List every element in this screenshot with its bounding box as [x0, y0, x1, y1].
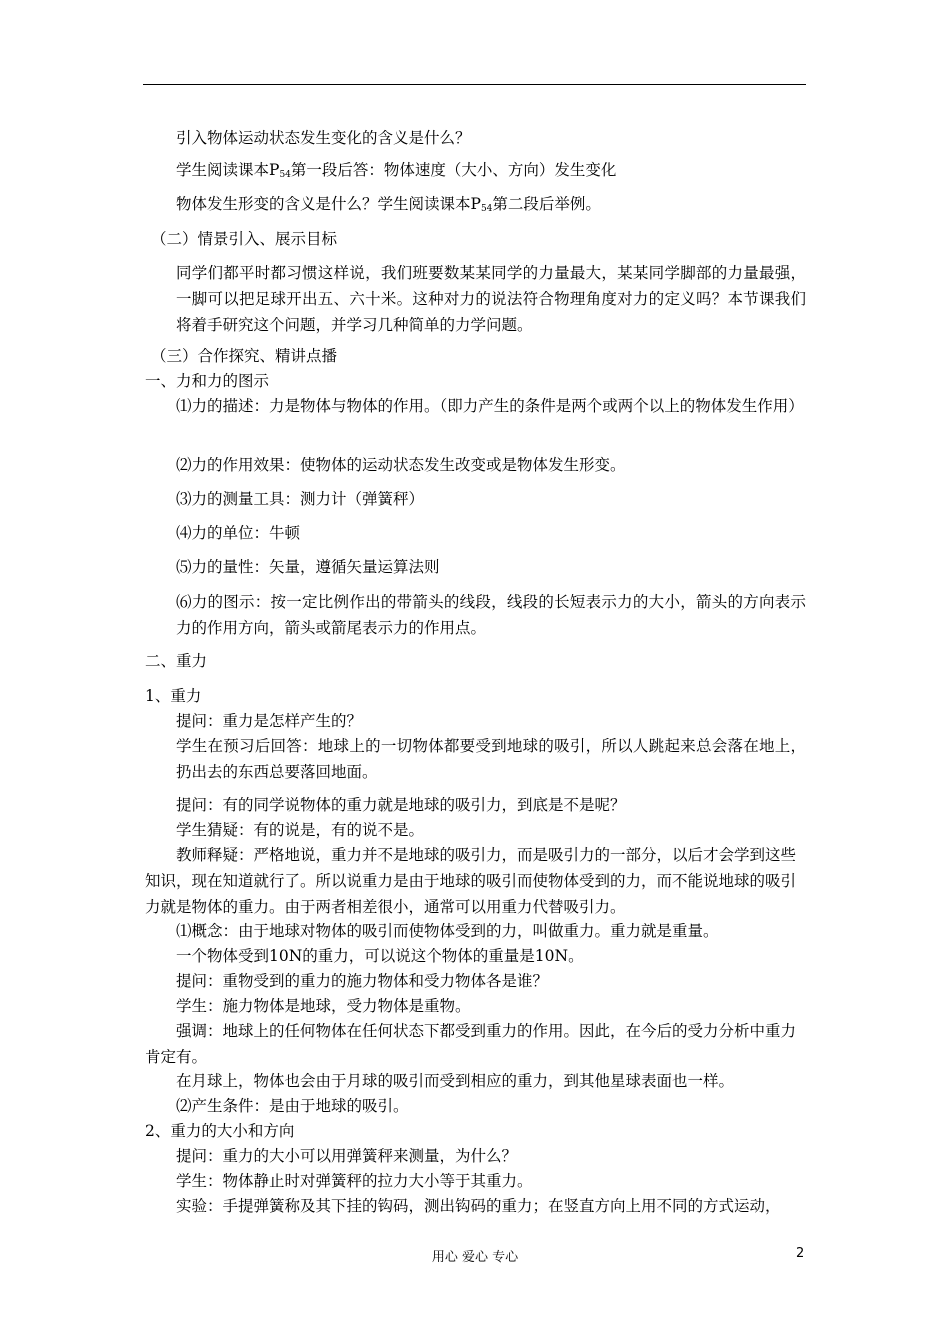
- paragraph: 学生：施力物体是地球，受力物体是重物。: [176, 997, 471, 1015]
- section-heading: 2、重力的大小和方向: [145, 1122, 295, 1140]
- list-item: ⑷力的单位：牛顿: [176, 524, 301, 542]
- list-item: ⑵力的作用效果：使物体的运动状态发生改变或是物体发生形变。: [176, 456, 626, 474]
- section-heading: （二）情景引入、展示目标: [151, 230, 338, 248]
- section-heading: 1、重力: [145, 687, 202, 705]
- paragraph: 学生阅读课本$P_{54}$第一段后答：物体速度（大小、方向）发生变化: [176, 161, 617, 180]
- paragraph: 实验：手提弹簧称及其下挂的钩码，测出钩码的重力；在竖直方向上用不同的方式运动，: [176, 1197, 781, 1215]
- header-rule: [143, 84, 806, 85]
- section-heading: 二、重力: [145, 652, 208, 670]
- paragraph: 强调：地球上的任何物体在任何状态下都受到重力的作用。因此，在今后的受力分析中重力肯定有。: [145, 1022, 797, 1066]
- list-item: ⑸力的量性：矢量，遵循矢量运算法则: [176, 558, 440, 576]
- paragraph: 物体发生形变的含义是什么？学生阅读课本$P_{54}$第二段后举例。: [176, 195, 601, 214]
- page-footer: 用心 爱心 专心: [431, 1250, 519, 1265]
- paragraph: ⑵产生条件：是由于地球的吸引。: [176, 1097, 409, 1115]
- paragraph: 提问：重物受到的重力的施力物体和受力物体各是谁？: [176, 972, 549, 990]
- paragraph: ⑴概念：由于地球对物体的吸引而使物体受到的力，叫做重力。重力就是重量。: [176, 922, 719, 940]
- paragraph: 提问：有的同学说物体的重力就是地球的吸引力，到底是不是呢？: [176, 796, 626, 814]
- paragraph: 在月球上，物体也会由于月球的吸引而受到相应的重力，到其他星球表面也一样。: [176, 1072, 735, 1090]
- list-item: ⑴力的描述：力是物体与物体的作用。（即力产生的条件是两个或两个以上的物体发生作用）: [176, 397, 804, 415]
- paragraph: 学生猜疑：有的说是，有的说不是。: [176, 821, 425, 839]
- list-item: ⑶力的测量工具：测力计（弹簧秤）: [176, 490, 425, 508]
- paragraph: 学生在预习后回答：地球上的一切物体都要受到地球的吸引，所以人跳起来总会落在地上，扔出去的东西总要落回地面。: [176, 737, 806, 781]
- paragraph: 同学们都平时都习惯这样说，我们班要数某某同学的力量最大，某某同学脚部的力量最强，一脚可以把足球开出五、六十米。这种对力的说法符合物理角度对力的定义吗？本节课我们将着手研究这个问题，并学习几种简单的力学问题。: [176, 264, 806, 334]
- page-number: 2: [796, 1246, 805, 1261]
- paragraph: 引入物体运动状态发生变化的含义是什么？: [176, 129, 471, 147]
- paragraph: 一个物体受到10N的重力，可以说这个物体的重量是10N。: [176, 947, 584, 965]
- list-item: ⑹力的图示：按一定比例作出的带箭头的线段，线段的长短表示力的大小，箭头的方向表示力的作用方向，箭头或箭尾表示力的作用点。: [176, 593, 806, 637]
- paragraph: 提问：重力的大小可以用弹簧秤来测量，为什么？: [176, 1147, 518, 1165]
- paragraph: 学生：物体静止时对弹簧秤的拉力大小等于其重力。: [176, 1172, 533, 1190]
- section-heading: （三）合作探究、精讲点播: [151, 347, 338, 365]
- section-heading: 一、力和力的图示: [145, 372, 270, 390]
- paragraph: 提问：重力是怎样产生的？: [176, 712, 363, 730]
- paragraph: 教师释疑：严格地说，重力并不是地球的吸引力，而是吸引力的一部分，以后才会学到这些知识，现在知道就行了。所以说重力是由于地球的吸引而使物体受到的力，而不能说地球的吸引力就是物体的重力。由于两者相差很小，通常可以用重力代替吸引力。: [145, 846, 797, 916]
